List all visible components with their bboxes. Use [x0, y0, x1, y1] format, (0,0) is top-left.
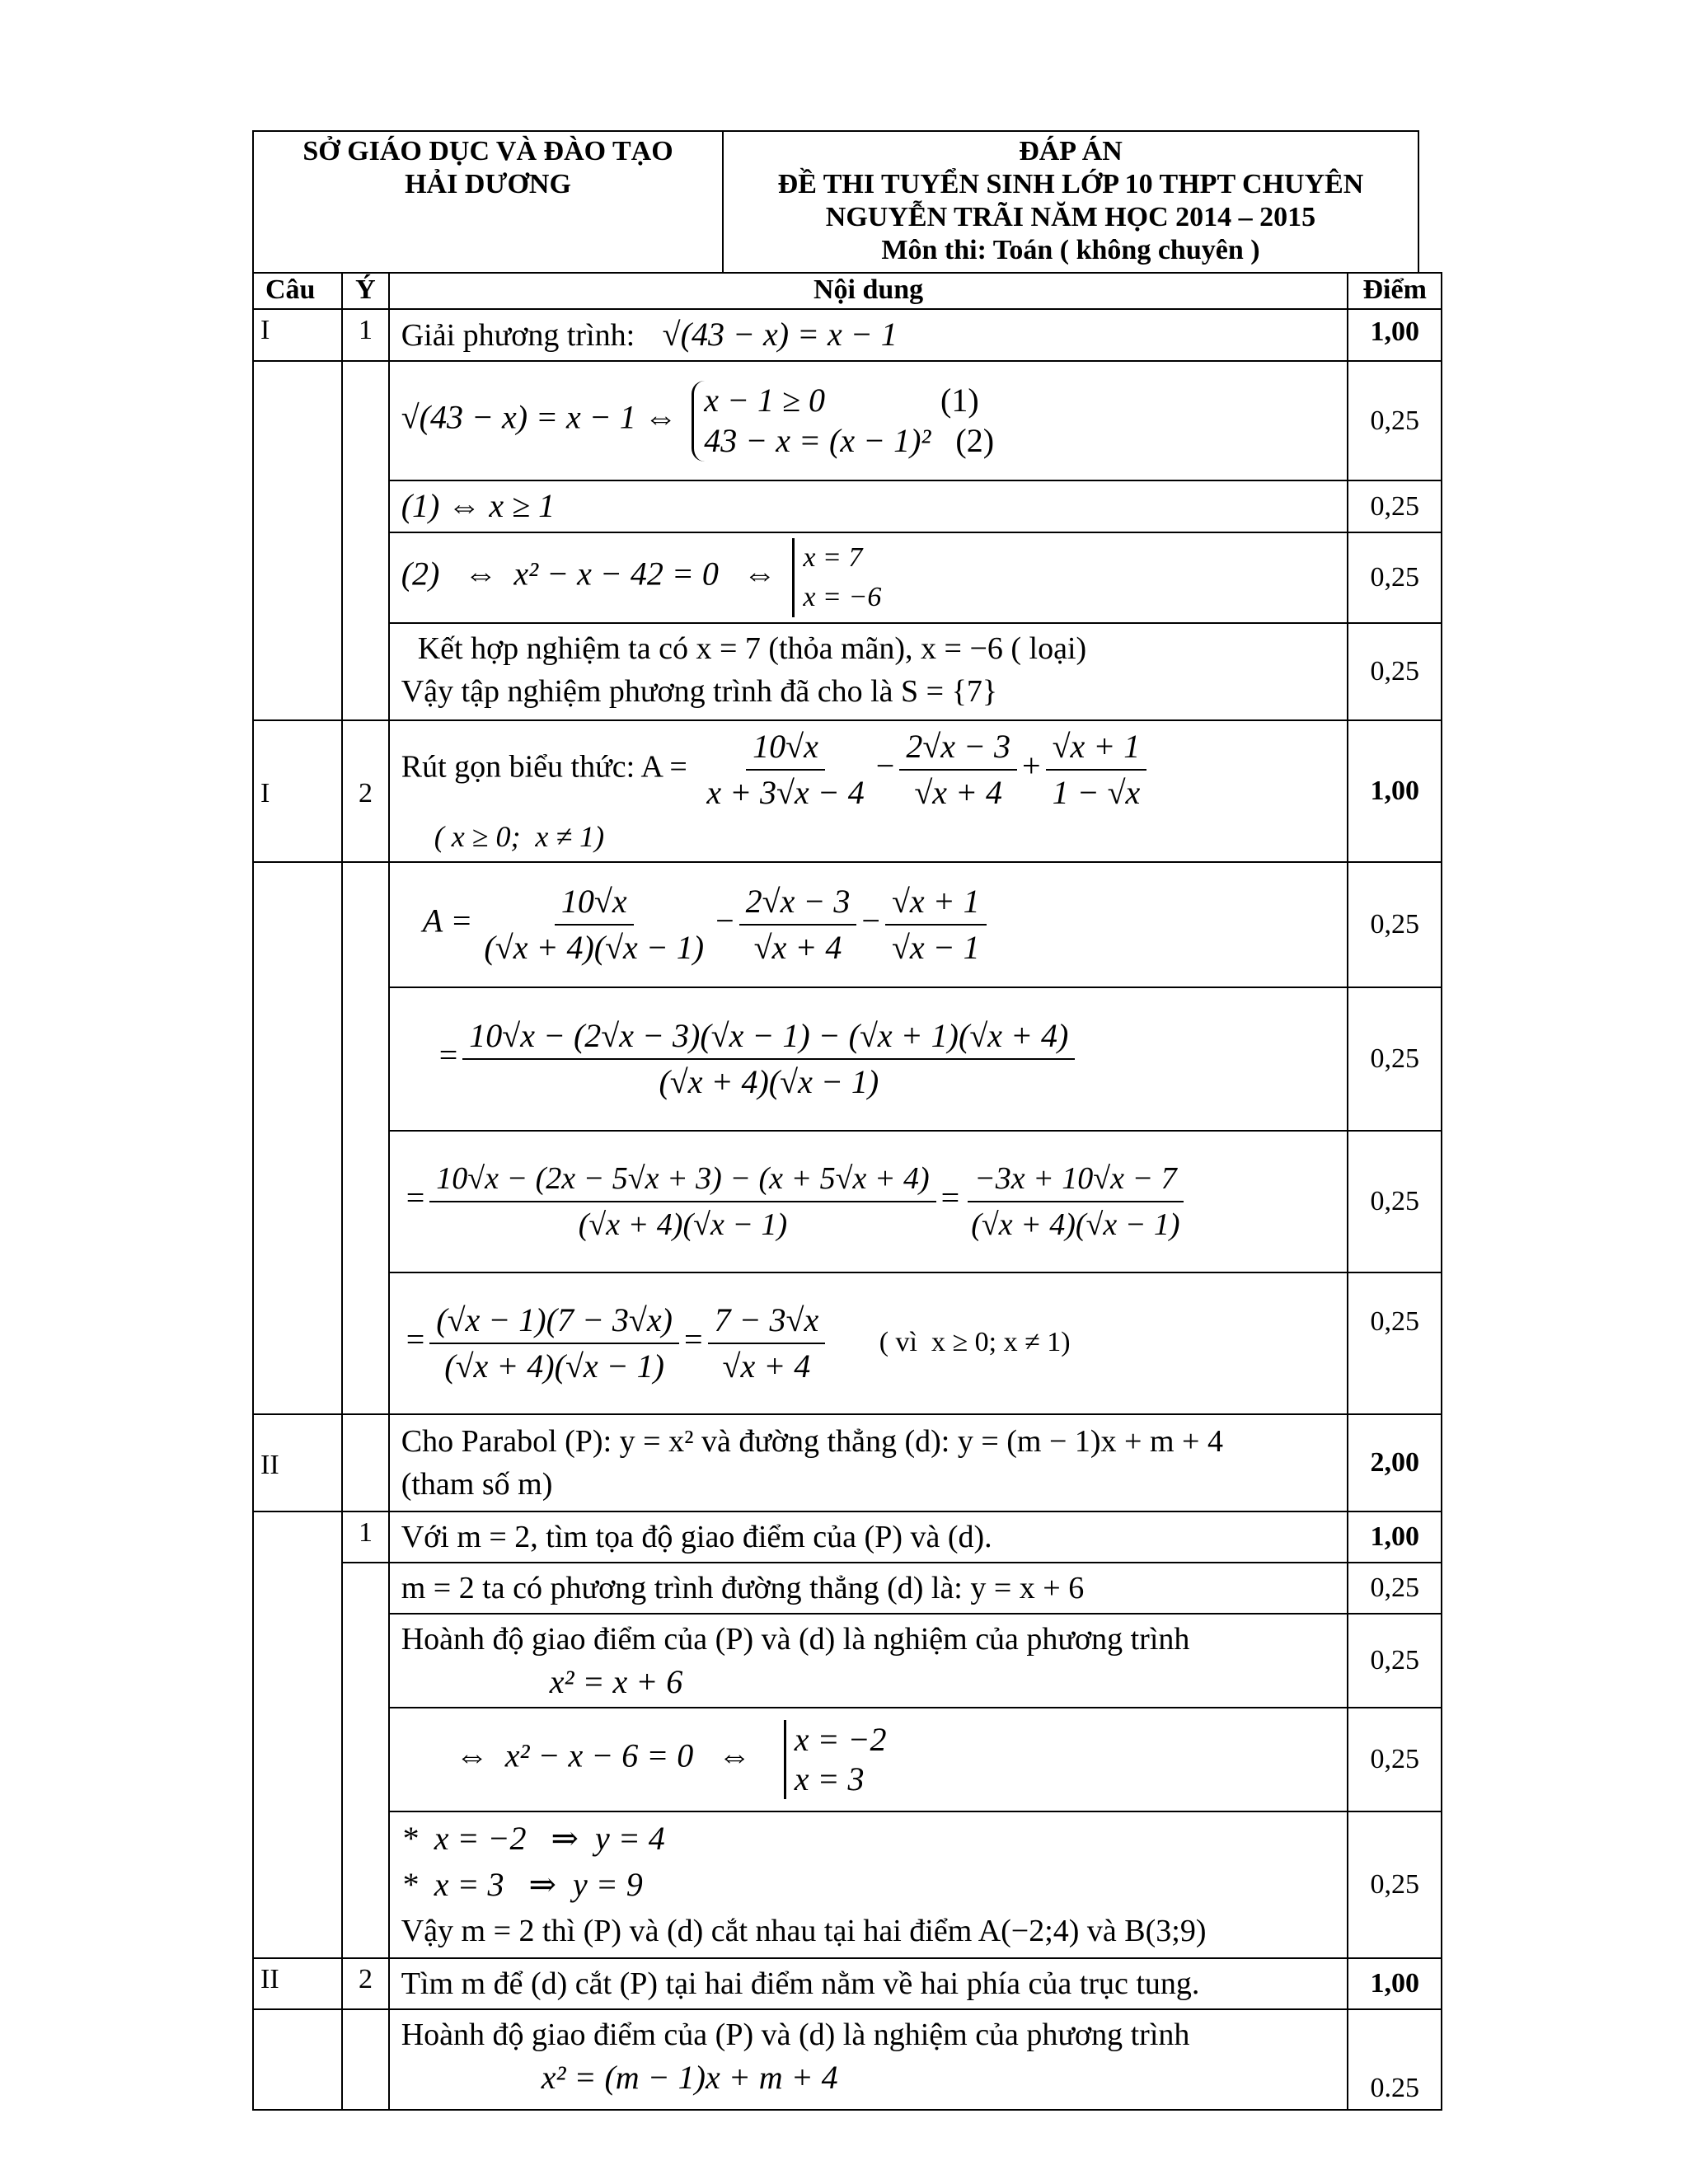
cau-cell-empty — [253, 862, 342, 1414]
score-cell: 0,25 — [1348, 1563, 1442, 1614]
equation-system — [692, 381, 994, 462]
fraction — [899, 724, 1017, 815]
text-line: Hoành độ giao điểm của (P) và (d) là nghiệm của phương trình — [401, 1622, 1190, 1657]
table-row — [253, 1811, 1442, 1958]
fraction — [964, 1156, 1186, 1247]
fraction — [429, 1298, 679, 1389]
text-line: * x = 3 ⇒ y = 9 — [401, 1866, 643, 1903]
score-cell: 0,25 — [1348, 623, 1442, 720]
table-row — [253, 532, 1442, 623]
denominator: x + 3√x − 4 — [706, 774, 865, 811]
denominator: 1 − √x — [1052, 774, 1141, 811]
numerator: 10√x − (2x − 5√x + 3) − (x + 5√x + 4) — [429, 1156, 935, 1202]
table-row — [253, 1511, 1442, 1563]
col-y: Ý — [342, 273, 389, 309]
text-line: Hoành độ giao điểm của (P) và (d) là nghiệm của phương trình — [401, 2018, 1190, 2052]
header-right — [724, 132, 1418, 274]
system-line-2: 43 − x = (x − 1)² — [704, 421, 931, 459]
score-cell: 1,00 — [1348, 309, 1442, 361]
text-line: * x = −2 ⇒ y = 4 — [401, 1820, 665, 1857]
content-cell — [389, 987, 1348, 1131]
operator: − — [861, 902, 880, 940]
fraction — [739, 879, 857, 970]
table-row — [253, 623, 1442, 720]
numerator: 10√x − (2√x − 3)(√x − 1) − (√x + 1)(√x + 4) — [462, 1014, 1075, 1060]
score-cell: 2,00 — [1348, 1414, 1442, 1511]
content-cell — [389, 862, 1348, 987]
table-row — [253, 1414, 1442, 1511]
numerator: 10√x — [746, 724, 825, 771]
cau-cell: I — [253, 720, 342, 862]
score-cell: 0,25 — [1348, 1272, 1442, 1414]
numerator: −3x + 10√x − 7 — [968, 1156, 1184, 1202]
table-row — [253, 2009, 1442, 2110]
text-line: Vậy m = 2 thì (P) và (d) cắt nhau tại hai điểm A(−2;4) và B(3;9) — [401, 1914, 1207, 1948]
table-row — [253, 862, 1442, 987]
equation: x² = (m − 1)x + m + 4 — [541, 2059, 838, 2096]
condition-note: ( vì x ≥ 0; x ≠ 1) — [879, 1326, 1071, 1357]
equals-sign: = — [683, 1320, 703, 1358]
equation-lhs: (2) ⇔ x² − x − 42 = 0 ⇔ — [401, 555, 776, 593]
content-cell — [389, 1708, 1348, 1811]
cau-cell: II — [253, 1414, 342, 1511]
answer-table — [252, 272, 1442, 2111]
denominator: √x + 4 — [914, 774, 1003, 811]
department-name: SỞ GIÁO DỤC VÀ ĐÀO TẠO — [302, 136, 673, 166]
cau-cell: I — [253, 309, 342, 361]
score-cell: 0,25 — [1348, 532, 1442, 623]
denominator: (√x + 4)(√x − 1) — [659, 1063, 879, 1100]
content-cell — [389, 2009, 1348, 2110]
content-cell — [389, 1811, 1348, 1958]
cau-cell-empty — [253, 2009, 342, 2110]
y-cell: 1 — [342, 1511, 389, 1563]
score-cell: 0,25 — [1348, 1708, 1442, 1811]
content-cell — [389, 1414, 1348, 1511]
cau-cell: II — [253, 1958, 342, 2009]
operator: + — [1022, 747, 1041, 785]
score-cell: 1,00 — [1348, 1958, 1442, 2009]
denominator: √x − 1 — [891, 929, 980, 966]
score-cell: 0,25 — [1348, 480, 1442, 532]
solution-1: x = 7 — [803, 542, 863, 573]
content-cell — [389, 1131, 1348, 1272]
y-cell-empty — [342, 1563, 389, 1958]
equation-lhs: √(43 − x) = x − 1 ⇔ — [401, 398, 678, 436]
equals-sign: = — [438, 1036, 458, 1074]
table-row — [253, 1708, 1442, 1811]
denominator: √x + 4 — [722, 1347, 811, 1385]
table-row — [253, 720, 1442, 862]
cau-cell-empty — [253, 361, 342, 720]
operator: − — [715, 902, 734, 940]
denominator: (√x + 4)(√x − 1) — [578, 1207, 788, 1242]
numerator: (√x − 1)(7 − 3√x) — [429, 1298, 679, 1344]
header-left — [254, 132, 724, 274]
equals-sign: = — [406, 1179, 425, 1216]
table-row — [253, 1131, 1442, 1272]
numerator: 2√x − 3 — [739, 879, 857, 926]
cau-cell-empty — [253, 1511, 342, 1958]
tag-1: (1) — [940, 381, 979, 419]
fraction — [708, 1298, 826, 1389]
equation-lhs: ⇔ x² − x − 6 = 0 ⇔ — [455, 1736, 752, 1774]
numerator: 2√x − 3 — [899, 724, 1017, 771]
text-line: Cho Parabol (P): y = x² và đường thẳng (d): y = (m − 1)x + m + 4 — [401, 1424, 1223, 1459]
equation: x² = x + 6 — [549, 1663, 683, 1700]
condition: ( x ≥ 0; x ≠ 1) — [434, 820, 605, 853]
y-cell-empty — [342, 862, 389, 1414]
solution-bracket — [784, 1720, 887, 1799]
table-row — [253, 361, 1442, 480]
equation-lhs: A = — [422, 902, 473, 940]
table-row — [253, 309, 1442, 361]
y-cell: 2 — [342, 1958, 389, 2009]
text-line: (tham số m) — [401, 1467, 553, 1502]
score-cell: 1,00 — [1348, 720, 1442, 862]
score-cell: 0,25 — [1348, 987, 1442, 1131]
doc-title: ĐÁP ÁN — [1019, 136, 1123, 166]
score-cell: 0,25 — [1348, 1131, 1442, 1272]
col-diem: Điểm — [1348, 273, 1442, 309]
equation: √(43 − x) = x − 1 — [662, 316, 898, 353]
y-cell: 2 — [342, 720, 389, 862]
table-header-row — [253, 273, 1442, 309]
denominator: (√x + 4)(√x − 1) — [444, 1347, 664, 1385]
solution-2: x = −6 — [803, 582, 882, 612]
denominator: √x + 4 — [753, 929, 842, 966]
content-cell — [389, 309, 1348, 361]
table-row — [253, 480, 1442, 532]
score-cell: 0,25 — [1348, 361, 1442, 480]
fraction — [700, 724, 870, 815]
fraction — [477, 879, 710, 970]
table-row — [253, 1272, 1442, 1414]
y-cell-empty — [342, 1414, 389, 1511]
content-cell — [389, 1614, 1348, 1708]
score-cell: 0,25 — [1348, 1811, 1442, 1958]
tag-2: (2) — [955, 421, 995, 459]
content-cell: m = 2 ta có phương trình đường thẳng (d) là: y = x + 6 — [389, 1563, 1348, 1614]
fraction — [1046, 724, 1147, 815]
table-row — [253, 1958, 1442, 2009]
equation: (1) ⇔ x ≥ 1 — [401, 487, 556, 524]
content-cell: Tìm m để (d) cắt (P) tại hai điểm nằm về hai phía của trục tung. — [389, 1958, 1348, 2009]
content-cell — [389, 532, 1348, 623]
operator: − — [875, 747, 895, 785]
denominator: (√x + 4)(√x − 1) — [971, 1207, 1180, 1242]
numerator: √x + 1 — [1046, 724, 1147, 771]
table-row — [253, 1563, 1442, 1614]
text-line: Kết hợp nghiệm ta có x = 7 (thỏa mãn), x = −6 ( loại) — [417, 631, 1087, 666]
text-line: Vậy tập nghiệm phương trình đã cho là S = {7} — [401, 674, 998, 709]
solution-1: x = −2 — [794, 1721, 887, 1758]
col-noi-dung: Nội dung — [389, 273, 1348, 309]
score-cell: 1,00 — [1348, 1511, 1442, 1563]
numerator: 10√x — [555, 879, 634, 926]
numerator: √x + 1 — [885, 879, 987, 926]
exam-title: ĐỀ THI TUYỂN SINH LỚP 10 THPT CHUYÊN — [777, 169, 1364, 199]
fraction — [462, 1014, 1075, 1104]
content-cell — [389, 720, 1348, 862]
content-cell — [389, 361, 1348, 480]
solution-bracket — [792, 538, 881, 617]
y-cell-empty — [342, 361, 389, 720]
system-line-1: x − 1 ≥ 0 — [704, 381, 825, 419]
table-row — [253, 987, 1442, 1131]
y-cell: 1 — [342, 309, 389, 361]
exam-school-year: NGUYỄN TRÃI NĂM HỌC 2014 – 2015 — [825, 202, 1316, 232]
score-cell: 0,25 — [1348, 1614, 1442, 1708]
equals-sign: = — [940, 1179, 960, 1216]
content-cell — [389, 1272, 1348, 1414]
table-row — [253, 1614, 1442, 1708]
fraction — [429, 1156, 935, 1247]
exam-subject: Môn thi: Toán ( không chuyên ) — [881, 235, 1260, 265]
col-cau: Câu — [253, 273, 342, 309]
y-cell-empty — [342, 2009, 389, 2110]
task-label: Giải phương trình: — [401, 318, 635, 353]
denominator: (√x + 4)(√x − 1) — [484, 929, 705, 966]
content-cell — [389, 623, 1348, 720]
score-cell: 0.25 — [1348, 2009, 1442, 2110]
numerator: 7 − 3√x — [708, 1298, 826, 1344]
task-label: Rút gọn biểu thức: A = — [401, 749, 687, 785]
fraction — [885, 879, 987, 970]
content-cell — [389, 480, 1348, 532]
score-cell: 0,25 — [1348, 862, 1442, 987]
solution-2: x = 3 — [794, 1760, 865, 1797]
province-name: HẢI DƯƠNG — [405, 169, 571, 199]
header-box — [252, 130, 1419, 274]
equals-sign: = — [406, 1320, 425, 1358]
content-cell: Với m = 2, tìm tọa độ giao điểm của (P) và (d). — [389, 1511, 1348, 1563]
